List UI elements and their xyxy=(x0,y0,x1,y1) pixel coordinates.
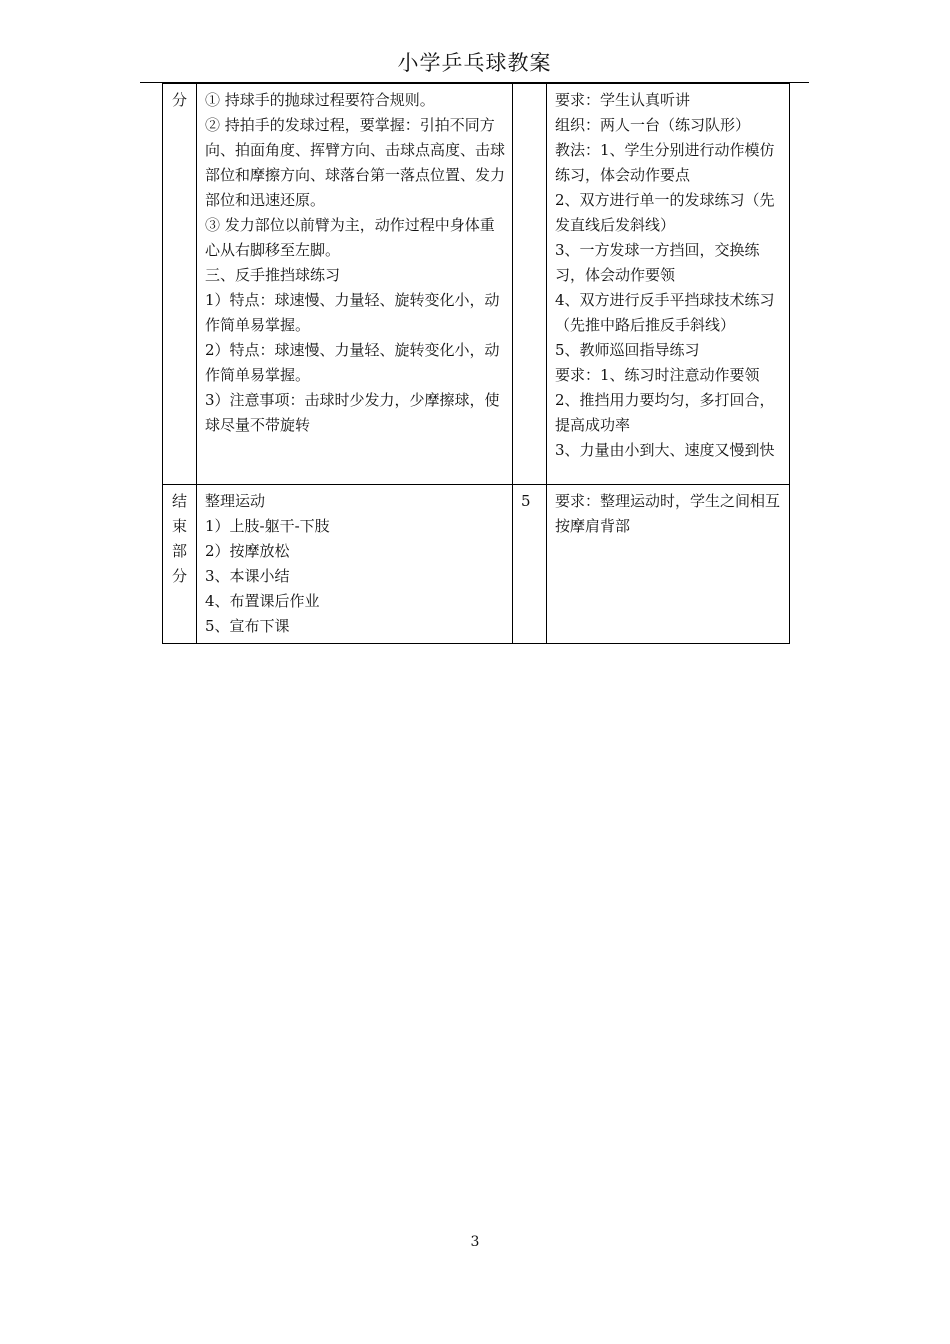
document-title: 小学乒乓球教案 xyxy=(140,44,809,83)
lesson-plan-table xyxy=(162,83,790,644)
content-cell xyxy=(197,485,513,644)
content-line: ③ 发力部位以前臂为主，动作过程中身体重心从右脚移至左脚。 xyxy=(205,216,495,259)
requirement-line: 教法：1、学生分别进行动作模仿练习，体会动作要点 xyxy=(555,141,775,184)
time-cell: 5 xyxy=(513,485,547,644)
content-line: 三、反手推挡球练习 xyxy=(205,266,341,284)
requirement-line: 要求：学生认真听讲 xyxy=(555,91,691,109)
section-label-char: 结 xyxy=(171,492,187,510)
section-label-char: 束 xyxy=(171,517,187,535)
section-label-char: 分 xyxy=(171,567,187,585)
requirement-line: 2、推挡用力要均匀，多打回合，提高成功率 xyxy=(555,391,775,434)
section-label-char: 部 xyxy=(171,542,187,560)
requirement-line: 组织：两人一台（练习队形） xyxy=(555,116,751,134)
requirements-cell xyxy=(547,84,790,485)
requirement-line: 3、一方发球一方挡回，交换练习，体会动作要领 xyxy=(555,241,760,284)
content-line: 3）注意事项：击球时少发力，少摩擦球，使球尽量不带旋转 xyxy=(205,391,500,434)
content-line: 2）按摩放松 xyxy=(205,542,290,560)
content-line: 4、布置课后作业 xyxy=(205,592,320,610)
content-line: 3、本课小结 xyxy=(205,567,290,585)
requirement-line: 4、双方进行反手平挡球技术练习（先推中路后推反手斜线） xyxy=(555,291,775,334)
content-line: 2）特点：球速慢、力量轻、旋转变化小，动作简单易掌握。 xyxy=(205,341,500,384)
page-number: 3 xyxy=(470,1234,480,1250)
section-label-cell xyxy=(163,84,197,485)
content-line: 1）特点：球速慢、力量轻、旋转变化小，动作简单易掌握。 xyxy=(205,291,500,334)
content-line: ① 持球手的抛球过程要符合规则。 xyxy=(205,91,435,109)
requirement-line: 要求：整理运动时，学生之间相互按摩肩背部 xyxy=(555,492,781,535)
table-row xyxy=(163,485,790,644)
requirement-line: 2、双方进行单一的发球练习（先发直线后发斜线） xyxy=(555,191,775,234)
content-line: 1）上肢-躯干-下肢 xyxy=(205,517,330,535)
requirement-line: 3、力量由小到大、速度又慢到快 xyxy=(555,441,775,459)
requirements-cell xyxy=(547,485,790,644)
requirement-line: 要求：1、练习时注意动作要领 xyxy=(555,366,760,384)
content-cell xyxy=(197,84,513,485)
requirement-line: 5、教师巡回指导练习 xyxy=(555,341,700,359)
section-label-char: 分 xyxy=(171,91,187,109)
section-label-cell xyxy=(163,485,197,644)
content-line: 5、宣布下课 xyxy=(205,617,290,635)
content-line: 整理运动 xyxy=(205,492,266,510)
time-cell xyxy=(513,84,547,485)
table-row xyxy=(163,84,790,485)
content-line: ② 持拍手的发球过程，要掌握：引拍不同方向、拍面角度、挥臂方向、击球点高度、击球部位和摩擦方向、球落台第一落点位置、发力部位和迅速还原。 xyxy=(205,116,506,209)
